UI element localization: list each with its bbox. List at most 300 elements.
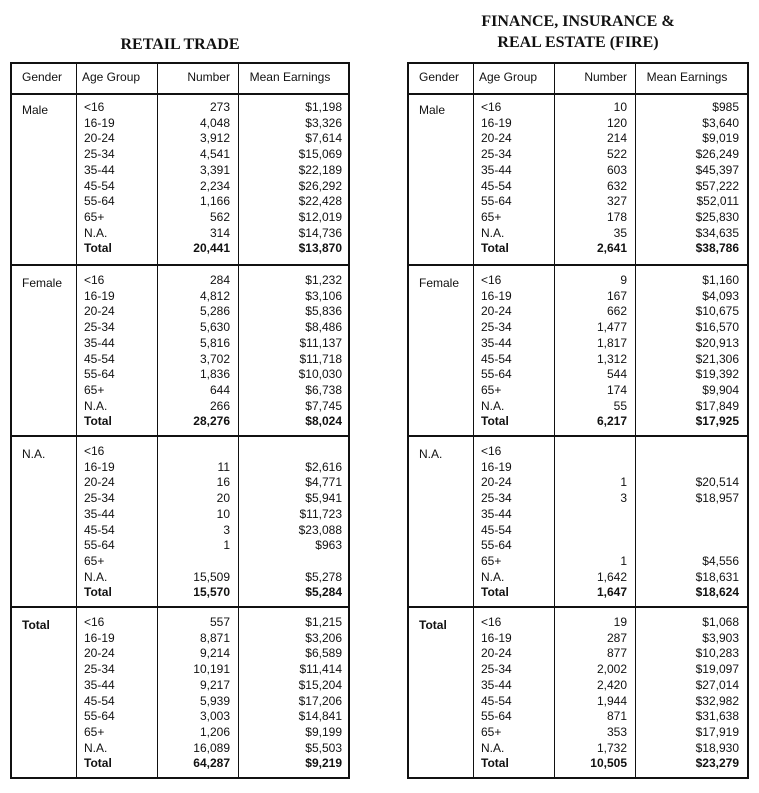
table-row <box>409 507 747 523</box>
age-group-cell: N.A. <box>84 569 108 584</box>
table-row <box>409 383 747 399</box>
header-mean-earnings: Mean Earnings <box>249 70 331 84</box>
number-cell: 11 <box>217 459 230 474</box>
age-group-cell: 35-44 <box>481 677 512 692</box>
age-group-cell: 20-24 <box>84 646 115 661</box>
age-group-cell: 25-34 <box>84 491 115 506</box>
age-group-cell: 45-54 <box>84 178 115 193</box>
number-cell: 16 <box>216 475 230 490</box>
table-row <box>409 475 747 491</box>
table-row <box>12 662 348 678</box>
table-row <box>409 491 747 507</box>
number-cell: 603 <box>606 162 627 177</box>
number-cell: 9 <box>620 273 627 287</box>
number-cell: 644 <box>209 382 230 397</box>
table-row <box>409 554 747 570</box>
age-group-cell: 16-19 <box>84 115 115 130</box>
gender-label: Total <box>419 618 447 632</box>
age-group-cell: 55-64 <box>84 538 115 553</box>
table-row <box>12 336 348 352</box>
number-cell: 3,003 <box>199 709 230 724</box>
number-cell: 35 <box>613 225 627 240</box>
age-group-cell: 16-19 <box>481 288 512 303</box>
age-group-cell: 45-54 <box>84 351 115 366</box>
table-row <box>12 179 348 195</box>
gender-label: Female <box>419 276 460 290</box>
mean-earnings-cell: $38,786 <box>695 241 739 256</box>
table-row <box>12 116 348 132</box>
table-row <box>409 210 747 226</box>
mean-earnings-cell: $3,326 <box>305 115 342 130</box>
mean-earnings-cell: $2,616 <box>305 459 342 474</box>
panel-title-line: REAL ESTATE (FIRE) <box>497 34 659 51</box>
table-row <box>12 304 348 320</box>
mean-earnings-cell: $5,278 <box>305 569 342 584</box>
number-cell: 20 <box>216 491 230 506</box>
table-row <box>409 741 747 757</box>
number-cell: 877 <box>606 646 627 661</box>
number-cell: 15,509 <box>193 569 230 584</box>
age-group-cell: 25-34 <box>481 147 512 162</box>
header-number: Number <box>584 70 627 84</box>
age-group-cell: 35-44 <box>481 506 512 521</box>
number-cell: 1,642 <box>596 569 627 584</box>
table-row <box>12 399 348 415</box>
total-row <box>409 756 747 772</box>
mean-earnings-cell: $26,249 <box>695 147 739 162</box>
age-group-cell: 35-44 <box>84 162 115 177</box>
table-row <box>12 538 348 554</box>
number-cell: 2,234 <box>199 178 230 193</box>
table-row <box>12 475 348 491</box>
age-group-cell: 20-24 <box>84 131 115 146</box>
table-row <box>12 352 348 368</box>
age-group-cell: N.A. <box>84 740 108 755</box>
mean-earnings-cell: $4,093 <box>702 288 739 303</box>
age-group-cell: <16 <box>481 273 502 287</box>
age-group-cell: N.A. <box>84 398 108 413</box>
number-cell: 9,214 <box>199 646 230 661</box>
mean-earnings-cell: $1,232 <box>305 273 342 287</box>
age-group-cell: Total <box>84 241 112 256</box>
mean-earnings-cell: $14,841 <box>298 709 342 724</box>
mean-earnings-cell: $18,631 <box>695 569 739 584</box>
table-row <box>409 289 747 305</box>
table-row <box>12 554 348 570</box>
age-group-cell: 65+ <box>481 553 502 568</box>
number-cell: 284 <box>209 273 230 287</box>
table-row <box>409 194 747 210</box>
number-cell: 55 <box>613 398 627 413</box>
age-group-cell: 20-24 <box>481 304 512 319</box>
mean-earnings-cell: $57,222 <box>695 178 739 193</box>
table-row <box>12 725 348 741</box>
mean-earnings-cell: $32,982 <box>695 693 739 708</box>
age-group-cell: 16-19 <box>481 630 512 645</box>
mean-earnings-cell: $34,635 <box>695 225 739 240</box>
table-row <box>12 570 348 586</box>
age-group-cell: <16 <box>481 615 502 629</box>
table-row <box>409 147 747 163</box>
table-row <box>12 100 348 116</box>
mean-earnings-cell: $11,137 <box>299 335 342 350</box>
mean-earnings-cell: $17,206 <box>298 693 342 708</box>
mean-earnings-cell: $1,215 <box>305 615 342 629</box>
number-cell: 1,166 <box>199 194 230 209</box>
number-cell: 557 <box>209 615 230 629</box>
mean-earnings-cell: $10,675 <box>695 304 739 319</box>
age-group-cell: 20-24 <box>84 475 115 490</box>
table-row <box>12 273 348 289</box>
mean-earnings-cell: $22,428 <box>298 194 342 209</box>
mean-earnings-cell: $19,392 <box>695 367 739 382</box>
age-group-cell: N.A. <box>84 225 108 240</box>
mean-earnings-cell: $1,068 <box>702 615 739 629</box>
number-cell: 8,871 <box>199 630 230 645</box>
age-group-cell: 16-19 <box>84 459 115 474</box>
table-row <box>12 491 348 507</box>
number-cell: 2,002 <box>596 662 627 677</box>
total-row <box>12 241 348 257</box>
number-cell: 10,505 <box>590 756 627 771</box>
mean-earnings-cell: $4,771 <box>305 475 342 490</box>
number-cell: 9,217 <box>199 677 230 692</box>
age-group-cell: 55-64 <box>84 709 115 724</box>
age-group-cell: 25-34 <box>481 491 512 506</box>
data-table <box>407 62 749 779</box>
gender-label: Female <box>22 276 63 290</box>
table-row <box>12 383 348 399</box>
age-group-cell: 55-64 <box>84 194 115 209</box>
panel-title-line: FINANCE, INSURANCE & <box>481 13 675 30</box>
table-row <box>409 523 747 539</box>
number-cell: 1,944 <box>596 693 627 708</box>
age-group-cell: 16-19 <box>84 630 115 645</box>
mean-earnings-cell: $17,919 <box>695 724 739 739</box>
table-row <box>409 131 747 147</box>
mean-earnings-cell: $11,718 <box>299 351 342 366</box>
mean-earnings-cell: $19,097 <box>695 662 739 677</box>
mean-earnings-cell: $9,219 <box>305 756 342 771</box>
age-group-cell: 35-44 <box>481 335 512 350</box>
table-row <box>409 336 747 352</box>
age-group-cell: Total <box>481 414 509 429</box>
number-cell: 1 <box>620 475 627 490</box>
table-row <box>409 352 747 368</box>
mean-earnings-cell: $6,589 <box>305 646 342 661</box>
gender-label: Male <box>419 103 446 117</box>
number-cell: 353 <box>606 724 627 739</box>
age-group-cell: <16 <box>481 100 502 114</box>
age-group-cell: 25-34 <box>481 320 512 335</box>
number-cell: 1,836 <box>199 367 230 382</box>
number-cell: 28,276 <box>193 414 230 429</box>
number-cell: 6,217 <box>596 414 627 429</box>
table-row <box>12 289 348 305</box>
age-group-cell: 35-44 <box>481 162 512 177</box>
header-age-group: Age Group <box>479 70 538 84</box>
number-cell: 64,287 <box>193 756 230 771</box>
table-row <box>12 194 348 210</box>
mean-earnings-cell: $27,014 <box>695 677 739 692</box>
mean-earnings-cell: $18,930 <box>695 740 739 755</box>
table-row <box>409 709 747 725</box>
age-group-cell: 45-54 <box>481 693 512 708</box>
number-cell: 273 <box>209 100 230 114</box>
age-group-cell: 25-34 <box>481 662 512 677</box>
number-cell: 1 <box>223 538 230 553</box>
number-cell: 178 <box>606 209 627 224</box>
age-group-cell: <16 <box>84 100 105 114</box>
mean-earnings-cell: $45,397 <box>695 162 739 177</box>
mean-earnings-cell: $3,106 <box>305 288 342 303</box>
age-group-cell: <16 <box>84 444 105 458</box>
panel-title <box>10 34 350 55</box>
age-group-cell: 35-44 <box>84 677 115 692</box>
mean-earnings-cell: $14,736 <box>298 225 342 240</box>
header-gender: Gender <box>419 70 460 84</box>
header-number: Number <box>187 70 230 84</box>
row-group <box>12 264 348 437</box>
total-row <box>12 585 348 601</box>
row-group <box>409 264 747 437</box>
mean-earnings-cell: $21,306 <box>695 351 739 366</box>
header-mean-earnings: Mean Earnings <box>646 70 728 84</box>
gender-label: Male <box>22 103 49 117</box>
age-group-cell: Total <box>481 756 509 771</box>
mean-earnings-cell: $963 <box>315 538 342 553</box>
mean-earnings-cell: $3,903 <box>702 630 739 645</box>
age-group-cell: 45-54 <box>481 522 512 537</box>
row-group <box>409 435 747 608</box>
row-group <box>409 606 747 779</box>
age-group-cell: <16 <box>481 444 502 458</box>
table-row <box>12 226 348 242</box>
number-cell: 327 <box>606 194 627 209</box>
panel-title <box>407 11 749 53</box>
number-cell: 120 <box>606 115 627 130</box>
mean-earnings-cell: $23,279 <box>695 756 739 771</box>
mean-earnings-cell: $9,019 <box>702 131 739 146</box>
table-row <box>12 147 348 163</box>
gender-label: N.A. <box>419 447 443 461</box>
number-cell: 10 <box>613 100 627 114</box>
table-row <box>409 725 747 741</box>
total-row <box>12 414 348 430</box>
age-group-cell: 25-34 <box>84 320 115 335</box>
number-cell: 3 <box>223 522 230 537</box>
number-cell: 5,630 <box>199 320 230 335</box>
number-cell: 544 <box>606 367 627 382</box>
table-row <box>12 210 348 226</box>
table-row <box>12 615 348 631</box>
table-row <box>12 646 348 662</box>
number-cell: 2,420 <box>596 677 627 692</box>
mean-earnings-cell: $9,199 <box>305 724 342 739</box>
number-cell: 10 <box>216 506 230 521</box>
table-row <box>12 507 348 523</box>
mean-earnings-cell: $5,284 <box>305 585 342 600</box>
mean-earnings-cell: $1,198 <box>305 100 342 114</box>
table-row <box>409 226 747 242</box>
table-row <box>409 100 747 116</box>
number-cell: 5,816 <box>199 335 230 350</box>
age-group-cell: <16 <box>84 273 105 287</box>
mean-earnings-cell: $7,745 <box>305 398 342 413</box>
table-row <box>12 694 348 710</box>
mean-earnings-cell: $15,069 <box>298 147 342 162</box>
mean-earnings-cell: $17,849 <box>695 398 739 413</box>
mean-earnings-cell: $12,019 <box>298 209 342 224</box>
header-gender: Gender <box>22 70 63 84</box>
table-row <box>409 163 747 179</box>
age-group-cell: 16-19 <box>481 459 512 474</box>
number-cell: 214 <box>606 131 627 146</box>
age-group-cell: 65+ <box>84 724 105 739</box>
table-row <box>409 678 747 694</box>
number-cell: 3,702 <box>199 351 230 366</box>
table-row <box>409 570 747 586</box>
number-cell: 1,647 <box>596 585 627 600</box>
table-row <box>409 662 747 678</box>
total-row <box>409 241 747 257</box>
age-group-cell: 55-64 <box>481 367 512 382</box>
age-group-cell: 45-54 <box>481 178 512 193</box>
age-group-cell: Total <box>481 585 509 600</box>
table-row <box>409 179 747 195</box>
number-cell: 1,312 <box>596 351 627 366</box>
table-row <box>409 538 747 554</box>
row-group <box>12 606 348 779</box>
number-cell: 15,570 <box>193 585 230 600</box>
mean-earnings-cell: $10,030 <box>298 367 342 382</box>
mean-earnings-cell: $5,941 <box>305 491 342 506</box>
number-cell: 4,812 <box>199 288 230 303</box>
table-row <box>12 131 348 147</box>
age-group-cell: 65+ <box>481 209 502 224</box>
number-cell: 871 <box>606 709 627 724</box>
table-row <box>12 741 348 757</box>
age-group-cell: 16-19 <box>84 288 115 303</box>
mean-earnings-cell: $7,614 <box>305 131 342 146</box>
header-age-group: Age Group <box>82 70 141 84</box>
age-group-cell: Total <box>84 756 112 771</box>
table-row <box>409 460 747 476</box>
data-table <box>10 62 350 779</box>
table-header <box>12 64 348 95</box>
age-group-cell: Total <box>84 585 112 600</box>
age-group-cell: N.A. <box>481 569 505 584</box>
mean-earnings-cell: $52,011 <box>696 194 739 209</box>
mean-earnings-cell: $5,836 <box>305 304 342 319</box>
mean-earnings-cell: $15,204 <box>298 677 342 692</box>
mean-earnings-cell: $20,514 <box>695 475 739 490</box>
mean-earnings-cell: $26,292 <box>298 178 342 193</box>
table-header <box>409 64 747 95</box>
number-cell: 1,817 <box>596 335 627 350</box>
mean-earnings-cell: $11,414 <box>299 662 342 677</box>
mean-earnings-cell: $13,870 <box>298 241 342 256</box>
row-group <box>12 435 348 608</box>
age-group-cell: N.A. <box>481 398 505 413</box>
table-row <box>12 320 348 336</box>
table-row <box>12 367 348 383</box>
table-row <box>409 304 747 320</box>
mean-earnings-cell: $23,088 <box>298 522 342 537</box>
mean-earnings-cell: $8,486 <box>305 320 342 335</box>
number-cell: 3 <box>620 491 627 506</box>
number-cell: 1,732 <box>596 740 627 755</box>
table-row <box>12 678 348 694</box>
mean-earnings-cell: $10,283 <box>695 646 739 661</box>
panel-title-line: RETAIL TRADE <box>120 36 240 53</box>
mean-earnings-cell: $20,913 <box>695 335 739 350</box>
age-group-cell: N.A. <box>481 740 505 755</box>
number-cell: 314 <box>209 225 230 240</box>
age-group-cell: 55-64 <box>481 709 512 724</box>
age-group-cell: 45-54 <box>84 522 115 537</box>
table-row <box>12 460 348 476</box>
table-row <box>12 631 348 647</box>
table-row <box>409 646 747 662</box>
mean-earnings-cell: $31,638 <box>695 709 739 724</box>
age-group-cell: 25-34 <box>84 662 115 677</box>
age-group-cell: 55-64 <box>481 194 512 209</box>
mean-earnings-cell: $1,160 <box>702 273 739 287</box>
number-cell: 16,089 <box>193 740 230 755</box>
table-row <box>409 320 747 336</box>
row-group <box>409 93 747 264</box>
age-group-cell: 45-54 <box>481 351 512 366</box>
age-group-cell: 65+ <box>84 553 105 568</box>
table-row <box>409 444 747 460</box>
age-group-cell: 20-24 <box>84 304 115 319</box>
table-row <box>12 709 348 725</box>
age-group-cell: Total <box>481 241 509 256</box>
age-group-cell: 35-44 <box>84 335 115 350</box>
mean-earnings-cell: $8,024 <box>305 414 342 429</box>
number-cell: 4,048 <box>199 115 230 130</box>
mean-earnings-cell: $3,206 <box>305 630 342 645</box>
mean-earnings-cell: $6,738 <box>305 382 342 397</box>
table-row <box>409 116 747 132</box>
mean-earnings-cell: $18,624 <box>695 585 739 600</box>
number-cell: 19 <box>613 615 627 629</box>
age-group-cell: 65+ <box>481 724 502 739</box>
age-group-cell: 16-19 <box>481 115 512 130</box>
number-cell: 562 <box>209 209 230 224</box>
number-cell: 1,477 <box>596 320 627 335</box>
table-row <box>409 631 747 647</box>
number-cell: 174 <box>606 382 627 397</box>
mean-earnings-cell: $17,925 <box>695 414 739 429</box>
table-row <box>409 367 747 383</box>
mean-earnings-cell: $4,556 <box>702 553 739 568</box>
age-group-cell: 20-24 <box>481 131 512 146</box>
number-cell: 662 <box>606 304 627 319</box>
table-row <box>12 163 348 179</box>
age-group-cell: <16 <box>84 615 105 629</box>
age-group-cell: 20-24 <box>481 475 512 490</box>
age-group-cell: Total <box>84 414 112 429</box>
row-group <box>12 93 348 264</box>
total-row <box>409 414 747 430</box>
table-row <box>409 694 747 710</box>
age-group-cell: 35-44 <box>84 506 115 521</box>
age-group-cell: 20-24 <box>481 646 512 661</box>
number-cell: 20,441 <box>193 241 230 256</box>
age-group-cell: 65+ <box>84 209 105 224</box>
